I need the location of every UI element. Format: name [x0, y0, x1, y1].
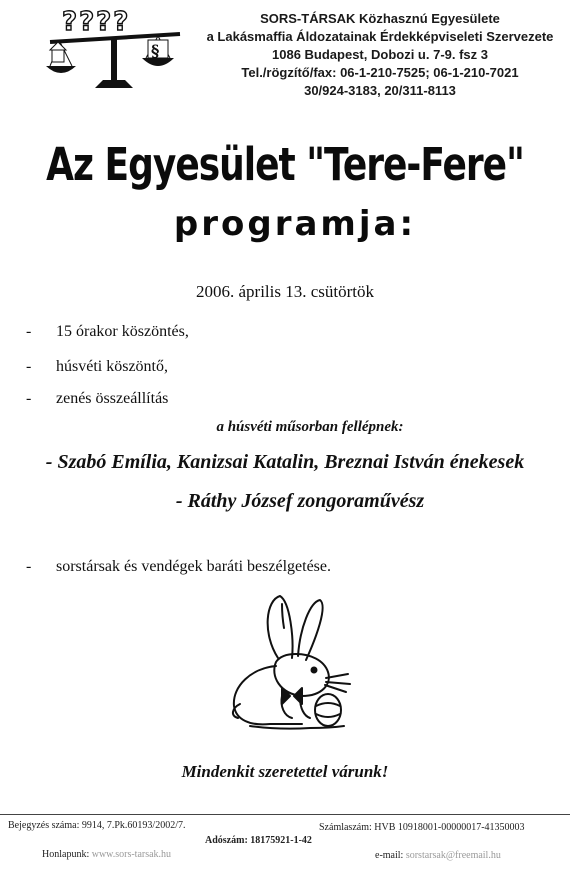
registration-number: Bejegyzés száma: 9914, 7.Pk.60193/2002/7. — [8, 820, 186, 831]
main-title: Az Egyesület "Tere-Fere" — [46, 140, 524, 192]
easter-bunny-icon — [210, 588, 360, 733]
list-dash: - — [26, 358, 32, 375]
org-mobile: 30/924-3183, 20/311-8113 — [304, 83, 456, 98]
org-phone-fax: Tel./rögzítő/fax: 06-1-210-7525; 06-1-210-7021 — [241, 65, 519, 80]
org-address: 1086 Budapest, Dobozi u. 7-9. fsz 3 — [272, 47, 488, 62]
scales-of-justice-icon — [40, 4, 190, 96]
list-dash: - — [26, 323, 32, 340]
logo-section-sign: § — [151, 41, 160, 60]
program-item — [26, 389, 168, 409]
website-label: Honlapunk: — [42, 849, 90, 860]
closing-message: Mindenkit szeretettel várunk! — [181, 762, 389, 781]
performers-heading: a húsvéti műsorban fellépnek: — [216, 419, 404, 435]
organization-logo — [40, 4, 190, 96]
sub-title: programja: — [173, 204, 417, 244]
tax-id: Adószám: 18175921-1-42 — [205, 835, 312, 846]
program-item — [26, 557, 331, 577]
footer-divider — [0, 814, 570, 815]
email-link[interactable]: sorstarsak@freemail.hu — [405, 850, 501, 861]
email-label: e-mail: — [375, 850, 404, 861]
program-item — [26, 357, 168, 377]
website — [42, 849, 171, 861]
performers-pianist: - Ráthy József zongoraművész — [175, 490, 425, 512]
list-dash: - — [26, 390, 32, 407]
easter-bunny-illustration — [210, 588, 360, 733]
program-item-text: húsvéti köszöntő, — [56, 358, 168, 375]
program-item-text: sorstársak és vendégek baráti beszélgetése. — [56, 558, 331, 575]
performers-singers: - Szabó Emília, Kanizsai Katalin, Breznai István énekesek — [45, 451, 525, 473]
org-name: SORS-TÁRSAK Közhasznú Egyesülete — [260, 11, 500, 26]
email — [375, 850, 501, 862]
program-item — [26, 322, 189, 342]
event-date: 2006. április 13. csütörtök — [195, 282, 374, 301]
org-subtitle: a Lakásmaffia Áldozatainak Érdekképviseleti Szervezete — [206, 29, 554, 44]
program-item-text: 15 órakor köszöntés, — [56, 323, 189, 340]
program-item-text: zenés összeállítás — [56, 390, 169, 407]
logo-question-marks: ???? — [62, 7, 131, 37]
organization-info — [200, 10, 560, 100]
bank-account: Számlaszám: HVB 10918001-00000017-41350003 — [319, 822, 525, 833]
website-link[interactable]: www.sors-tarsak.hu — [91, 849, 172, 860]
list-dash: - — [26, 558, 32, 575]
